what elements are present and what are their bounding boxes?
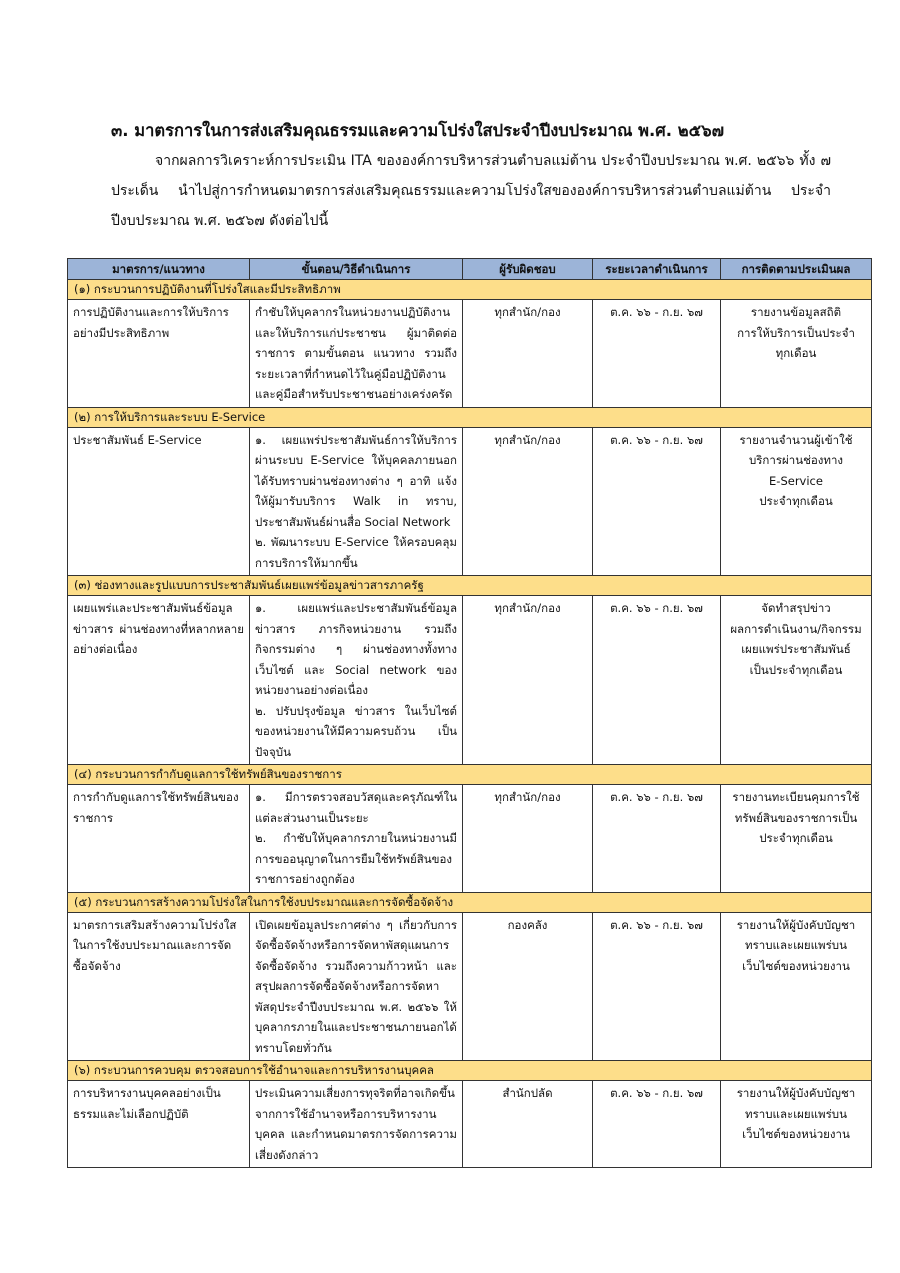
evaluation-line: รายงานทะเบียนคุมการใช้ bbox=[732, 790, 860, 804]
table-row bbox=[68, 1081, 872, 1168]
step-text: ๒. กำชับให้บุคลากรภายในหน่วยงานมีการขออนุญาตในการยืมใช้ทรัพย์สินของราชการอย่างถูกต้อง bbox=[255, 831, 457, 886]
evaluation-line: E-Service bbox=[769, 473, 823, 488]
section-title: (๑) กระบวนการปฏิบัติงานที่โปร่งใสและมีประสิทธิภาพ bbox=[68, 280, 872, 300]
header-measure: มาตรการ/แนวทาง bbox=[68, 259, 250, 280]
steps-cell bbox=[250, 785, 463, 893]
header-owner: ผู้รับผิดชอบ bbox=[463, 259, 593, 280]
table-row bbox=[68, 427, 872, 576]
evaluation-line: เผยแพร่ประชาสัมพันธ์ bbox=[741, 642, 851, 656]
evaluation-line: รายงานให้ผู้บังคับบัญชา bbox=[736, 917, 856, 932]
evaluation-cell bbox=[721, 1081, 872, 1168]
step-text: ๒. ปรับปรุงข้อมูล ข่าวสาร ในเว็บไซต์ของหน่วยงานให้มีความครบถ้วน เป็นปัจจุบัน bbox=[255, 703, 457, 759]
steps-cell bbox=[250, 427, 463, 576]
evaluation-cell bbox=[721, 300, 872, 408]
section-title: (๒) การให้บริการและระบบ E-Service bbox=[68, 407, 872, 427]
evaluation-line: รายงานจำนวนผู้เข้าใช้ bbox=[739, 432, 853, 447]
header-steps: ขั้นตอน/วิธีดำเนินการ bbox=[250, 259, 463, 280]
evaluation-line: การให้บริการเป็นประจำ bbox=[737, 325, 855, 340]
step-text: ๑. มีการตรวจสอบวัสดุและครุภัณฑ์ในแต่ละส่วนงานเป็นระยะ bbox=[255, 790, 457, 825]
evaluation-line: ทราบและเผยแพร่บน bbox=[745, 938, 847, 952]
evaluation-line: ทราบและเผยแพร่บน bbox=[745, 1106, 847, 1121]
period-cell: ต.ค. ๖๖ - ก.ย. ๖๗ bbox=[593, 596, 721, 765]
step-text: ๑. เผยแพร่และประชาสัมพันธ์ข้อมูลข่าวสาร ภารกิจหน่วยงาน รวมถึงกิจกรรมต่าง ๆ ผ่านช่องทางทั้งทางเว็บไซต์ และ Social network ของหน่วยงานอย่างต่อเนื่อง bbox=[255, 601, 457, 697]
measures-table bbox=[67, 258, 872, 1168]
evaluation-line: ทุกเดือน bbox=[775, 346, 817, 360]
step-text: กำชับให้บุคลากรในหน่วยงานปฏิบัติงานและให้บริการแก่ประชาชน ผู้มาติดต่อราชการ ตามขั้นตอน แนวทาง รวมถึงระยะเวลาที่กำหนดไว้ในคู่มือปฏิบัติงานและคู่มือสำหรับประชาชนอย่างเคร่งครัด bbox=[255, 305, 457, 401]
section-row bbox=[68, 892, 872, 912]
section-heading: ๓. มาตรการในการส่งเสริมคุณธรรมและความโปร่งใสประจำปีงบประมาณ พ.ศ. ๒๕๖๗ bbox=[111, 121, 725, 140]
evaluation-cell bbox=[721, 596, 872, 765]
evaluation-line: เว็บไซต์ของหน่วยงาน bbox=[742, 1127, 850, 1141]
evaluation-line: รายงานให้ผู้บังคับบัญชา bbox=[736, 1086, 856, 1100]
table-row bbox=[68, 300, 872, 408]
evaluation-cell bbox=[721, 427, 872, 576]
owner-cell: กองคลัง bbox=[463, 912, 593, 1061]
table-header-row bbox=[68, 259, 872, 280]
owner-cell: ทุกสำนัก/กอง bbox=[463, 427, 593, 576]
section-title: (๔) กระบวนการกำกับดูแลการใช้ทรัพย์สินของราชการ bbox=[68, 765, 872, 785]
evaluation-line: เป็นประจำทุกเดือน bbox=[749, 662, 843, 677]
evaluation-line: รายงานข้อมูลสถิติ bbox=[750, 305, 842, 319]
owner-cell: ทุกสำนัก/กอง bbox=[463, 596, 593, 765]
intro-paragraph bbox=[111, 146, 831, 236]
measure-cell: เผยแพร่และประชาสัมพันธ์ข้อมูลข่าวสาร ผ่านช่องทางที่หลากหลายอย่างต่อเนื่อง bbox=[68, 596, 250, 765]
evaluation-line: ประจำทุกเดือน bbox=[759, 831, 833, 845]
evaluation-line: จัดทำสรุปข่าว bbox=[761, 601, 831, 615]
period-cell: ต.ค. ๖๖ - ก.ย. ๖๗ bbox=[593, 785, 721, 893]
steps-cell bbox=[250, 1081, 463, 1168]
owner-cell: สำนักปลัด bbox=[463, 1081, 593, 1168]
steps-cell bbox=[250, 912, 463, 1061]
section-title: (๓) ช่องทางและรูปแบบการประชาสัมพันธ์เผยแพร่ข้อมูลข่าวสารภาครัฐ bbox=[68, 576, 872, 596]
period-cell: ต.ค. ๖๖ - ก.ย. ๖๗ bbox=[593, 427, 721, 576]
measure-cell: การปฏิบัติงานและการให้บริการอย่างมีประสิทธิภาพ bbox=[68, 300, 250, 408]
evaluation-cell bbox=[721, 912, 872, 1061]
section-title: (๕) กระบวนการสร้างความโปร่งใสในการใช้งบประมาณและการจัดซื้อจัดจ้าง bbox=[68, 892, 872, 912]
section-row bbox=[68, 765, 872, 785]
table-row bbox=[68, 912, 872, 1061]
owner-cell: ทุกสำนัก/กอง bbox=[463, 300, 593, 408]
header-period: ระยะเวลาดำเนินการ bbox=[593, 259, 721, 280]
measure-cell: มาตรการเสริมสร้างความโปร่งใสในการใช้งบประมาณและการจัดซื้อจัดจ้าง bbox=[68, 912, 250, 1061]
owner-cell: ทุกสำนัก/กอง bbox=[463, 785, 593, 893]
step-text: ประเมินความเสี่ยงการทุจริตที่อาจเกิดขึ้นจากการใช้อำนาจหรือการบริหารงานบุคคล และกำหนดมาตรการจัดการความเสี่ยงดังกล่าว bbox=[255, 1086, 457, 1162]
intro-text: จากผลการวิเคราะห์การประเมิน ITA ขององค์การบริหารส่วนตำบลแม่ต้าน ประจำปีงบประมาณ พ.ศ. ๒๕๖๖ ทั้ง ๗ ประเด็น นำไปสู่การกำหนดมาตรการส่งเสริมคุณธรรมและความโปร่งใสขององค์การบริหารส่วนตำบลแม่ต้าน ประจำปีงบประมาณ พ.ศ. ๒๕๖๗ ดังต่อไปนี้ bbox=[111, 153, 831, 229]
period-cell: ต.ค. ๖๖ - ก.ย. ๖๗ bbox=[593, 912, 721, 1061]
measure-cell: ประชาสัมพันธ์ E-Service bbox=[68, 427, 250, 576]
evaluation-line: ประจำทุกเดือน bbox=[759, 494, 833, 508]
period-cell: ต.ค. ๖๖ - ก.ย. ๖๗ bbox=[593, 1081, 721, 1168]
section-row bbox=[68, 1061, 872, 1081]
table-row bbox=[68, 596, 872, 765]
step-text: ๒. พัฒนาระบบ E-Service ให้ครอบคลุมการบริการให้มากขึ้น bbox=[255, 535, 457, 570]
steps-cell bbox=[250, 596, 463, 765]
steps-cell bbox=[250, 300, 463, 408]
evaluation-line: ผลการดำเนินงาน/กิจกรรม bbox=[730, 621, 862, 636]
evaluation-line: ทรัพย์สินของราชการเป็น bbox=[734, 810, 858, 825]
measure-cell: การกำกับดูแลการใช้ทรัพย์สินของราชการ bbox=[68, 785, 250, 893]
section-row bbox=[68, 280, 872, 300]
section-row bbox=[68, 576, 872, 596]
evaluation-line: เว็บไซต์ของหน่วยงาน bbox=[742, 958, 850, 973]
evaluation-line: บริการผ่านช่องทาง bbox=[748, 453, 844, 467]
header-evaluation: การติดตามประเมินผล bbox=[721, 259, 872, 280]
section-title: (๖) กระบวนการควบคุม ตรวจสอบการใช้อำนาจและการบริหารงานบุคคล bbox=[68, 1061, 872, 1081]
evaluation-cell bbox=[721, 785, 872, 893]
table-row bbox=[68, 785, 872, 893]
measure-cell: การบริหารงานบุคคลอย่างเป็นธรรมและไม่เลือกปฏิบัติ bbox=[68, 1081, 250, 1168]
section-row bbox=[68, 407, 872, 427]
step-text: ๑. เผยแพร่ประชาสัมพันธ์การให้บริการผ่านระบบ E-Service ให้บุคคลภายนอกได้รับทราบผ่านช่องทางต่าง ๆ อาทิ แจ้งให้ผู้มารับบริการ Walk in ทราบ, ประชาสัมพันธ์ผ่านสื่อ Social Network bbox=[255, 432, 457, 529]
step-text: เปิดเผยข้อมูลประกาศต่าง ๆ เกี่ยวกับการจัดซื้อจัดจ้างหรือการจัดหาพัสดุแผนการจัดซื้อจัดจ้าง รวมถึงความก้าวหน้า และสรุปผลการจัดซื้อจัดจ้างหรือการจัดหาพัสดุประจำปีงบประมาณ พ.ศ. ๒๕๖๖ ให้บุคลากรภายในและประชาชนภายนอกได้ทราบโดยทั่วกัน bbox=[255, 917, 457, 1055]
period-cell: ต.ค. ๖๖ - ก.ย. ๖๗ bbox=[593, 300, 721, 408]
